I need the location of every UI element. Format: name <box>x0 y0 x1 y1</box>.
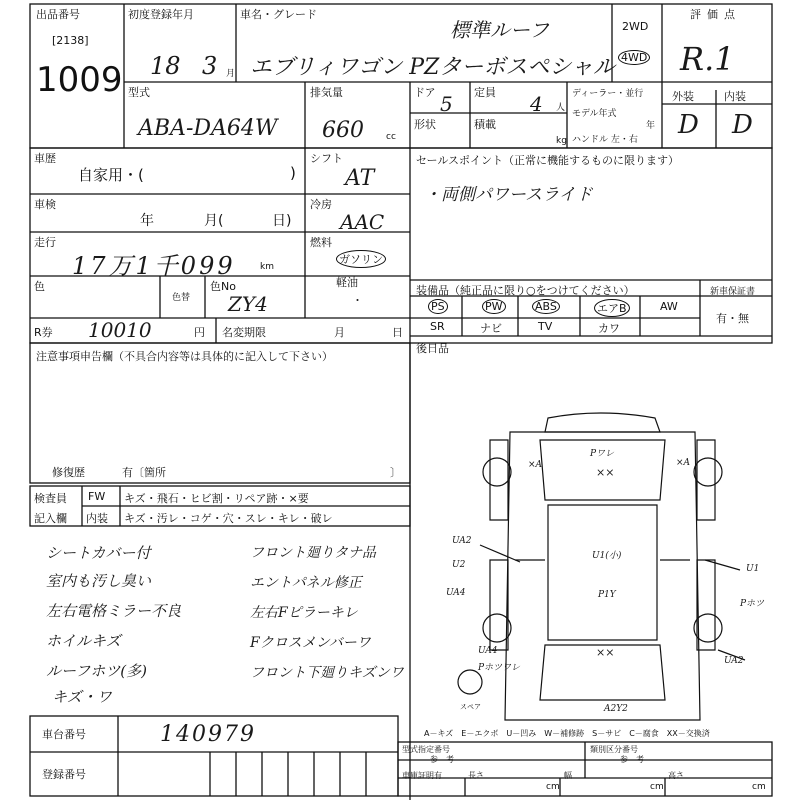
recycle-unit: 円 <box>194 326 205 339</box>
exterior-grade: D <box>678 110 699 140</box>
mark-ua4-bottom: UA4 <box>478 646 498 656</box>
width-label: 幅 <box>564 771 572 780</box>
mark-xx-bottom: ×× <box>596 646 615 659</box>
interior-insp-label: 内装 <box>86 512 108 525</box>
inspection-label: 車検 <box>34 198 56 211</box>
notes-label: 注意事項申告欄（不具合内容等は具体的に記入して下さい） <box>36 350 333 363</box>
cert-label: 車庫証明有 <box>402 771 442 780</box>
recycle-label: R券 <box>34 326 53 339</box>
disp-label: 排気量 <box>310 86 343 99</box>
model-code: ABA-DA64W <box>138 116 278 141</box>
mark-p-bottom: Pホツワレ <box>478 663 521 673</box>
repair-value: 有〔箇所 <box>122 466 166 479</box>
cm-height: cm <box>752 782 766 792</box>
note-left-4: ホイルキズ <box>46 632 121 650</box>
note-left-6: キズ・ワ <box>52 688 112 706</box>
equipment-tv: TV <box>538 320 553 333</box>
title-month: 月 <box>334 326 345 339</box>
capacity-value: 4 <box>530 92 543 116</box>
note-left-3: 左右電格ミラー不良 <box>46 602 182 620</box>
equipment-navi: ナビ <box>480 322 502 335</box>
mark-u2: U2 <box>452 560 466 570</box>
chassis-value: 140979 <box>160 722 256 747</box>
handle-label: ハンドル 左・右 <box>572 135 638 145</box>
disp-unit: cc <box>386 132 396 142</box>
sales-point-label: セールスポイント（正常に機能するものに限ります） <box>416 154 680 167</box>
repair-close: 〕 <box>390 466 401 479</box>
type-label: 型式指定番号 <box>402 745 450 754</box>
inspector-label: 検査員 <box>34 492 67 505</box>
class-label: 類別区分番号 <box>590 745 638 754</box>
reg-month: 3 <box>202 52 218 80</box>
note-left-2: 室内も汚し臭い <box>46 572 152 590</box>
mark-u1-center: U1(小) <box>592 551 622 561</box>
interior-grade: D <box>732 110 753 140</box>
mileage-value: 17万1千099 <box>72 252 236 280</box>
warranty-value: 有・無 <box>716 312 749 325</box>
sales-point-value: ・両側パワースライド <box>424 185 593 205</box>
color-label: 色 <box>34 280 45 293</box>
note-left-5: ルーフホツ(多) <box>46 662 147 680</box>
mark-xa-left: ×A <box>528 460 543 470</box>
interior-items: キズ・汚レ・コゲ・穴・スレ・キレ・破レ <box>124 512 333 525</box>
auction-code: [2138] <box>52 34 89 47</box>
car-name-label: 車名・グレード <box>240 8 317 21</box>
cm-width: cm <box>650 782 664 792</box>
equipment-airbag: エアB <box>594 299 630 317</box>
ref-1: 参 考 <box>430 755 454 764</box>
equipment-aw: AW <box>660 300 678 313</box>
ac-label: 冷房 <box>310 198 332 211</box>
title-day: 日 <box>392 326 403 339</box>
interior-label: 内装 <box>724 90 746 103</box>
equipment-sr: SR <box>430 320 445 333</box>
note-right-2: エントパネル修正 <box>250 575 362 591</box>
mark-ua2-right: UA2 <box>724 656 744 666</box>
equipment-pw: PW <box>482 299 506 314</box>
eval-label: 評価点 <box>690 8 741 21</box>
entry-label: 記入欄 <box>34 512 67 525</box>
chassis-label: 車台番号 <box>42 728 86 741</box>
cm-length: cm <box>546 782 560 792</box>
history-close: ) <box>290 164 296 182</box>
history-value: 自家用・( <box>78 166 144 184</box>
inspection-month: 月( <box>204 213 224 229</box>
dealer-label: ディーラー・並行 <box>572 89 644 99</box>
exterior-label: 外装 <box>672 90 694 103</box>
color-no-label: 色No <box>210 280 236 293</box>
first-reg-label: 初度登録年月 <box>128 8 194 21</box>
fuel-diesel: 軽油 <box>336 276 358 289</box>
recycle-value: 10010 <box>88 318 152 342</box>
equipment-abs: ABS <box>532 299 560 314</box>
mark-xx: ×× <box>596 466 615 479</box>
repair-label: 修復歴 <box>52 466 85 479</box>
ref-2: 参 考 <box>620 755 644 764</box>
car-diagram <box>458 413 745 720</box>
disp-value: 660 <box>322 118 364 143</box>
mark-ua2: UA2 <box>452 536 472 546</box>
equipment-label: 装備品（純正品に限り○をつけてください） <box>416 284 635 297</box>
history-label: 車歴 <box>34 152 56 165</box>
damage-legend: A－キズ E－エクボ U－凹み W－補修跡 S－サビ C－腐食 XX－交換済 <box>424 729 710 738</box>
title-change-label: 名変期限 <box>222 326 266 339</box>
shift-label: シフト <box>310 152 343 165</box>
eval-score: R.1 <box>680 40 735 78</box>
note-right-5: フロント下廻りキズンワ <box>250 665 404 681</box>
height-label: 高さ <box>668 771 684 780</box>
roof-note: 標準ルーフ <box>450 18 549 42</box>
mark-xa-right: ×A <box>676 458 691 468</box>
mark-p1y: P1Y <box>598 590 616 600</box>
color-no-value: ZY4 <box>228 292 268 316</box>
fw-items: キズ・飛石・ヒビ割・リペア跡・×要 <box>124 492 309 505</box>
note-right-4: Fクロスメンバーワ <box>250 635 371 651</box>
month-unit: 月 <box>226 69 236 79</box>
mileage-label: 走行 <box>34 236 56 249</box>
load-unit: kg <box>556 136 567 146</box>
year-unit: 年 <box>646 121 656 131</box>
equipment-leather: カワ <box>598 322 620 335</box>
door-value: 5 <box>440 92 453 116</box>
fuel-label: 燃料 <box>310 236 332 249</box>
fuel-gas: ガソリン <box>336 250 386 268</box>
load-label: 積載 <box>474 118 496 131</box>
warranty-label: 新車保証書 <box>710 287 756 297</box>
drive-4wd: 4WD <box>618 50 650 65</box>
fw-label: FW <box>88 490 106 503</box>
mark-ua4: UA4 <box>446 588 466 598</box>
lot-label: 出品番号 <box>36 8 80 21</box>
ac-value: AAC <box>340 210 385 234</box>
shape-label: 形状 <box>414 118 436 131</box>
mark-p-right: Pホツ <box>740 599 765 609</box>
fuel-dot: ・ <box>352 294 363 307</box>
note-left-1: シートカバー付 <box>46 544 151 562</box>
note-right-3: 左右Fピラーキレ <box>250 605 358 621</box>
mark-spare: スペア <box>460 703 481 711</box>
mark-u1: U1 <box>746 564 760 574</box>
inspection-day: 日) <box>272 213 292 229</box>
reg-year: 18 <box>150 52 181 80</box>
drive-2wd: 2WD <box>622 20 649 33</box>
color-sub-label: 色替 <box>172 293 191 303</box>
mileage-unit: km <box>260 262 274 272</box>
car-name: エブリィワゴン PZターボスペシャル <box>250 55 615 80</box>
lot-number: 1009 <box>36 60 123 100</box>
capacity-label: 定員 <box>474 86 496 99</box>
model-year-label: モデル年式 <box>572 109 617 119</box>
length-label: 長さ <box>468 771 484 780</box>
mark-front-top: Pワレ <box>590 449 615 459</box>
shift-value: AT <box>345 166 375 191</box>
door-label: ドア <box>414 86 436 99</box>
inspection-year: 年 <box>140 213 154 229</box>
capacity-unit: 人 <box>556 103 566 113</box>
equipment-ps: PS <box>428 299 448 314</box>
mark-a2: A2Y2 <box>604 704 628 714</box>
aftermarket-label: 後日品 <box>416 342 449 355</box>
reg-no-label: 登録番号 <box>42 768 86 781</box>
note-right-1: フロント廻りタナ品 <box>250 545 376 561</box>
model-label: 型式 <box>128 86 150 99</box>
